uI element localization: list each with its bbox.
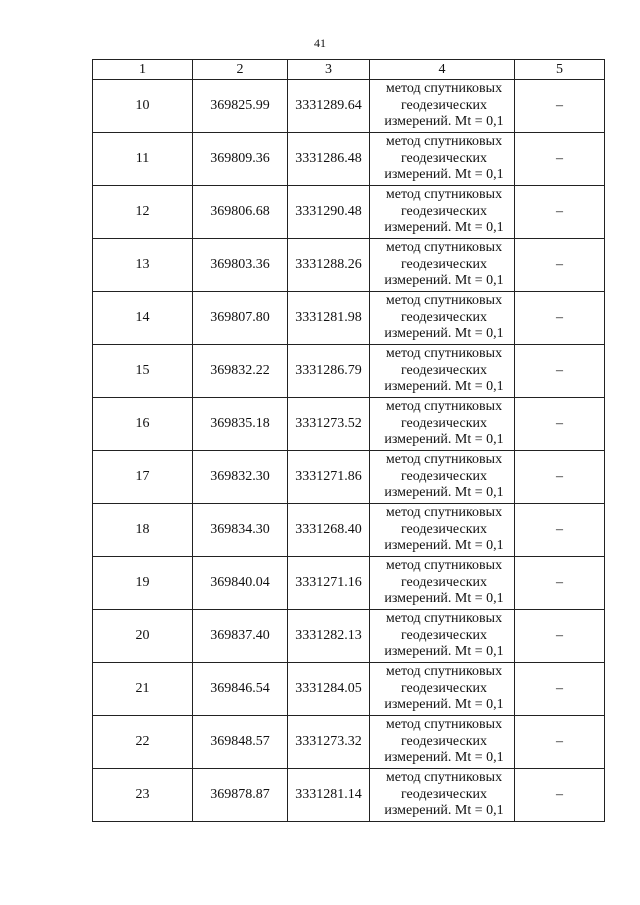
point-number-cell: 18 (93, 504, 193, 557)
method-cell (370, 133, 515, 186)
method-cell (370, 398, 515, 451)
point-number-cell: 20 (93, 610, 193, 663)
y-coordinate-cell: 3331290.48 (288, 186, 370, 239)
method-text-line: геодезических (400, 786, 487, 802)
method-text-line: метод спутниковых (385, 664, 503, 680)
method-text-line: метод спутниковых (385, 399, 503, 415)
table-row (93, 133, 605, 186)
y-coordinate-cell: 3331281.98 (288, 292, 370, 345)
method-text-line: геодезических (400, 627, 487, 643)
table-row (93, 716, 605, 769)
column-5-cell: – (515, 133, 605, 186)
table-row (93, 769, 605, 822)
y-coordinate-cell: 3331282.13 (288, 610, 370, 663)
point-number-cell: 19 (93, 557, 193, 610)
table-row (93, 504, 605, 557)
method-text-line: измерений. Mt = 0,1 (384, 591, 504, 607)
method-cell (370, 186, 515, 239)
point-number-cell: 10 (93, 80, 193, 133)
x-coordinate-cell: 369846.54 (193, 663, 288, 716)
method-text-line: геодезических (400, 521, 487, 537)
x-coordinate-cell: 369806.68 (193, 186, 288, 239)
method-text-line: метод спутниковых (385, 134, 503, 150)
table-row (93, 239, 605, 292)
point-number-cell: 22 (93, 716, 193, 769)
column-5-cell: – (515, 610, 605, 663)
point-number-cell: 16 (93, 398, 193, 451)
method-text-line: геодезических (400, 97, 487, 113)
y-coordinate-cell: 3331268.40 (288, 504, 370, 557)
method-text-line: геодезических (400, 150, 487, 166)
method-text-line: геодезических (400, 574, 487, 590)
table-body (93, 80, 605, 822)
coordinates-table (92, 59, 605, 822)
column-5-cell: – (515, 663, 605, 716)
method-text-line: метод спутниковых (385, 452, 503, 468)
y-coordinate-cell: 3331284.05 (288, 663, 370, 716)
header-cell: 3 (288, 60, 370, 80)
method-cell (370, 504, 515, 557)
method-text-line: измерений. Mt = 0,1 (384, 379, 504, 395)
x-coordinate-cell: 369832.22 (193, 345, 288, 398)
header-cell: 2 (193, 60, 288, 80)
method-text-line: метод спутниковых (385, 558, 503, 574)
y-coordinate-cell: 3331281.14 (288, 769, 370, 822)
x-coordinate-cell: 369832.30 (193, 451, 288, 504)
method-text-line: измерений. Mt = 0,1 (384, 538, 504, 554)
table-row (93, 80, 605, 133)
column-5-cell: – (515, 557, 605, 610)
column-5-cell: – (515, 239, 605, 292)
method-cell (370, 80, 515, 133)
x-coordinate-cell: 369809.36 (193, 133, 288, 186)
method-text-line: геодезических (400, 468, 487, 484)
method-text-line: измерений. Mt = 0,1 (384, 432, 504, 448)
method-cell (370, 663, 515, 716)
table-row (93, 398, 605, 451)
y-coordinate-cell: 3331286.79 (288, 345, 370, 398)
table-row (93, 557, 605, 610)
column-5-cell: – (515, 716, 605, 769)
method-text-line: геодезических (400, 680, 487, 696)
column-5-cell: – (515, 80, 605, 133)
method-text-line: метод спутниковых (385, 240, 503, 256)
y-coordinate-cell: 3331273.32 (288, 716, 370, 769)
y-coordinate-cell: 3331273.52 (288, 398, 370, 451)
method-text-line: измерений. Mt = 0,1 (384, 485, 504, 501)
method-cell (370, 610, 515, 663)
x-coordinate-cell: 369878.87 (193, 769, 288, 822)
method-cell (370, 239, 515, 292)
point-number-cell: 12 (93, 186, 193, 239)
method-text-line: измерений. Mt = 0,1 (384, 697, 504, 713)
column-5-cell: – (515, 504, 605, 557)
method-cell (370, 557, 515, 610)
method-text-line: измерений. Mt = 0,1 (384, 273, 504, 289)
method-cell (370, 292, 515, 345)
page-number: 41 (314, 36, 326, 50)
method-text-line: измерений. Mt = 0,1 (384, 167, 504, 183)
x-coordinate-cell: 369840.04 (193, 557, 288, 610)
method-text-line: метод спутниковых (385, 187, 503, 203)
method-text-line: метод спутниковых (385, 346, 503, 362)
method-cell (370, 451, 515, 504)
point-number-cell: 17 (93, 451, 193, 504)
method-text-line: геодезических (400, 256, 487, 272)
point-number-cell: 15 (93, 345, 193, 398)
y-coordinate-cell: 3331289.64 (288, 80, 370, 133)
method-text-line: измерений. Mt = 0,1 (384, 326, 504, 342)
header-cell: 5 (515, 60, 605, 80)
column-5-cell: – (515, 398, 605, 451)
x-coordinate-cell: 369825.99 (193, 80, 288, 133)
point-number-cell: 21 (93, 663, 193, 716)
x-coordinate-cell: 369834.30 (193, 504, 288, 557)
method-text-line: метод спутниковых (385, 717, 503, 733)
x-coordinate-cell: 369835.18 (193, 398, 288, 451)
method-text-line: геодезических (400, 362, 487, 378)
method-text-line: геодезических (400, 203, 487, 219)
table-row (93, 186, 605, 239)
method-text-line: измерений. Mt = 0,1 (384, 220, 504, 236)
table-row (93, 292, 605, 345)
header-cell: 4 (370, 60, 515, 80)
table-header-row (93, 60, 605, 80)
y-coordinate-cell: 3331288.26 (288, 239, 370, 292)
table-row (93, 610, 605, 663)
point-number-cell: 14 (93, 292, 193, 345)
x-coordinate-cell: 369807.80 (193, 292, 288, 345)
x-coordinate-cell: 369837.40 (193, 610, 288, 663)
table-row (93, 663, 605, 716)
method-cell (370, 345, 515, 398)
method-text-line: измерений. Mt = 0,1 (384, 644, 504, 660)
method-text-line: метод спутниковых (385, 505, 503, 521)
header-cell: 1 (93, 60, 193, 80)
method-text-line: геодезических (400, 309, 487, 325)
y-coordinate-cell: 3331286.48 (288, 133, 370, 186)
method-text-line: метод спутниковых (385, 81, 503, 97)
method-text-line: измерений. Mt = 0,1 (384, 803, 504, 819)
y-coordinate-cell: 3331271.16 (288, 557, 370, 610)
x-coordinate-cell: 369848.57 (193, 716, 288, 769)
point-number-cell: 23 (93, 769, 193, 822)
table-row (93, 345, 605, 398)
method-text-line: метод спутниковых (385, 611, 503, 627)
column-5-cell: – (515, 186, 605, 239)
method-text-line: геодезических (400, 733, 487, 749)
method-text-line: измерений. Mt = 0,1 (384, 750, 504, 766)
point-number-cell: 13 (93, 239, 193, 292)
method-text-line: измерений. Mt = 0,1 (384, 114, 504, 130)
point-number-cell: 11 (93, 133, 193, 186)
method-text-line: метод спутниковых (385, 770, 503, 786)
column-5-cell: – (515, 292, 605, 345)
x-coordinate-cell: 369803.36 (193, 239, 288, 292)
method-text-line: геодезических (400, 415, 487, 431)
column-5-cell: – (515, 345, 605, 398)
table-row (93, 451, 605, 504)
method-text-line: метод спутниковых (385, 293, 503, 309)
method-cell (370, 716, 515, 769)
y-coordinate-cell: 3331271.86 (288, 451, 370, 504)
method-cell (370, 769, 515, 822)
column-5-cell: – (515, 451, 605, 504)
column-5-cell: – (515, 769, 605, 822)
